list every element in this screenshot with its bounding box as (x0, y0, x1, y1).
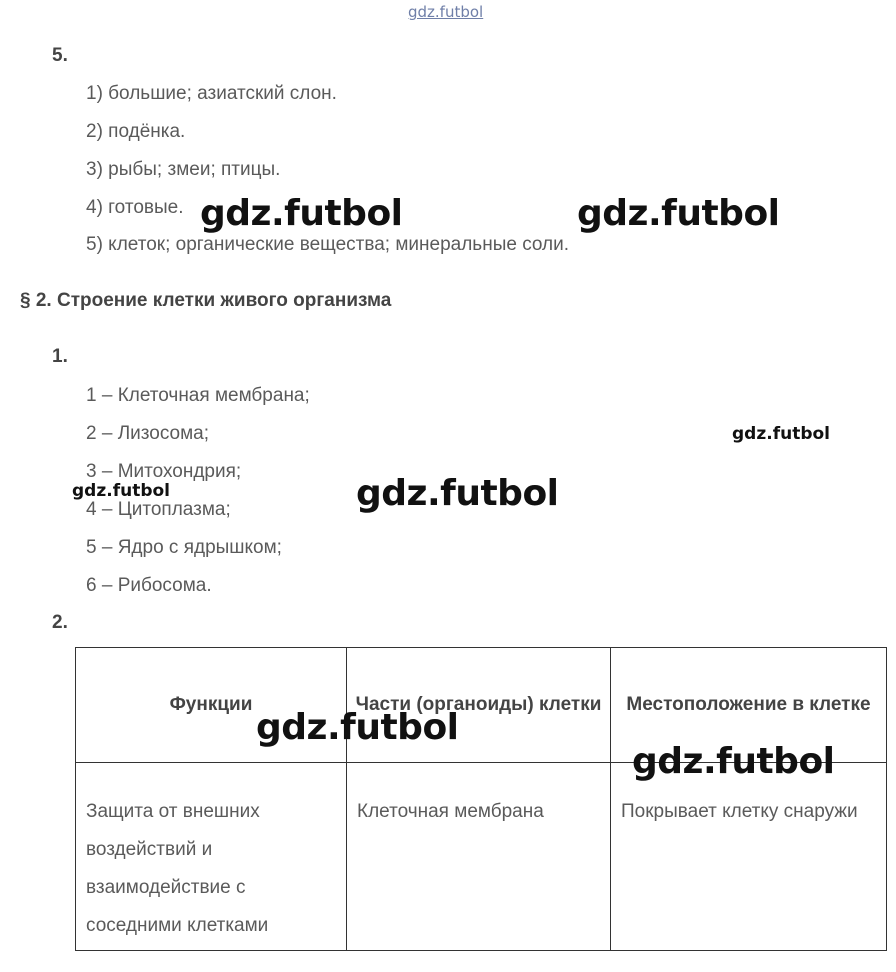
q5-item-4: 4) готовые. (86, 197, 184, 218)
question-1-number: 1. (52, 346, 68, 367)
table-cell: Клеточная мембрана (347, 763, 611, 951)
question-2-number: 2. (52, 612, 68, 633)
q5-item-2: 2) подёнка. (86, 121, 186, 142)
table-header-cell: Функции (76, 648, 347, 763)
watermark: gdz.futbol (200, 193, 403, 234)
table-cell: Покрывает клетку снаружи (611, 763, 887, 951)
q1-item-1: 1 – Клеточная мембрана; (86, 385, 310, 406)
q1-item-6: 6 – Рибосома. (86, 575, 212, 596)
q1-item-4: 4 – Цитоплазма; (86, 499, 231, 520)
q5-item-3: 3) рыбы; змеи; птицы. (86, 159, 281, 180)
watermark: gdz.futbol (577, 193, 780, 234)
question-5-number: 5. (52, 45, 68, 66)
q1-item-3: 3 – Митохондрия; (86, 461, 242, 482)
q5-item-1: 1) большие; азиатский слон. (86, 83, 337, 104)
watermark: gdz.futbol (632, 741, 835, 782)
watermark: gdz.futbol (732, 424, 830, 444)
q5-item-5: 5) клеток; органические вещества; минеральные соли. (86, 234, 570, 255)
watermark: gdz.futbol (256, 707, 459, 748)
q1-item-5: 5 – Ядро с ядрышком; (86, 537, 282, 558)
table-header-cell: Части (органоиды) клетки (347, 648, 611, 763)
q1-item-2: 2 – Лизосома; (86, 423, 210, 444)
watermark-top: gdz.futbol (408, 3, 484, 21)
table-cell: Защита от внешних воздействий и взаимодействие с соседними клетками (76, 763, 347, 951)
watermark: gdz.futbol (72, 481, 170, 501)
section-heading: § 2. Строение клетки живого организма (20, 290, 392, 311)
table-row (76, 763, 887, 951)
watermark: gdz.futbol (356, 473, 559, 514)
organelles-table (75, 647, 887, 951)
table-header-cell: Местоположение в клетке (611, 648, 887, 763)
